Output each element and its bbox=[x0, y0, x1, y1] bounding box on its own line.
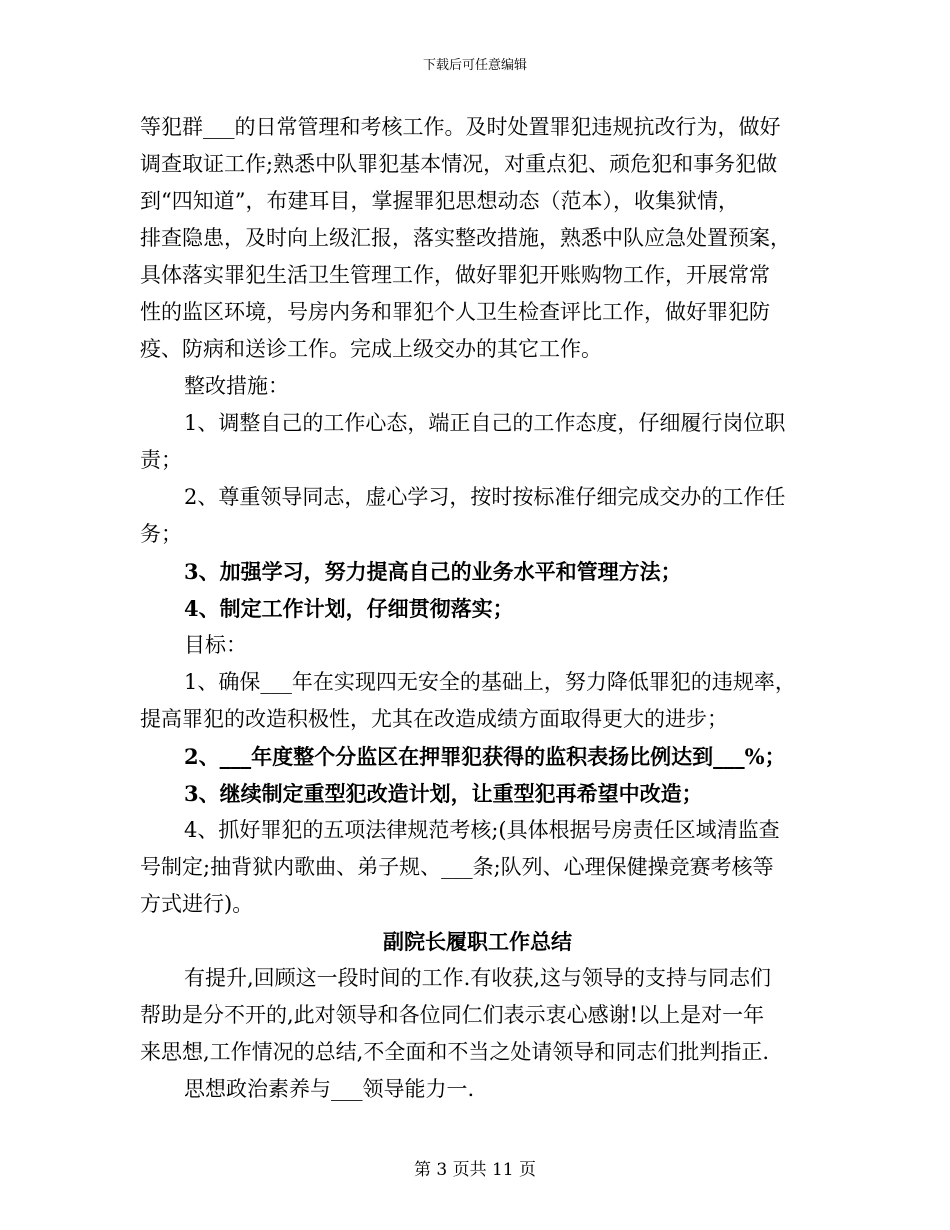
body-line: 调查取证工作;熟悉中队罪犯基本情况，对重点犯、顽危犯和事务犯做 bbox=[140, 152, 778, 176]
list-item-bold: 2、___年度整个分监区在押罪犯获得的监积表扬比例达到___%； bbox=[184, 744, 786, 769]
section-title: 副院长履职工作总结 bbox=[383, 929, 572, 954]
section-heading-goals: 目标： bbox=[184, 633, 247, 657]
body-line: 思想政治素养与___领导能力一. bbox=[184, 1077, 475, 1101]
list-item-continuation: 号制定;抽背狱内歌曲、弟子规、___条;队列、心理保健操竞赛考核等 bbox=[140, 855, 774, 879]
list-item-bold: 3、继续制定重型犯改造计划，让重型犯再希望中改造； bbox=[184, 781, 703, 806]
list-item: 1、调整自己的工作心态，端正自己的工作态度，仔细履行岗位职 bbox=[184, 411, 786, 435]
list-item-bold: 3、加强学习，努力提高自己的业务水平和管理方法； bbox=[184, 559, 682, 584]
list-item: 2、尊重领导同志，虚心学习，按时按标准仔细完成交办的工作任 bbox=[184, 485, 786, 509]
list-item-continuation: 责； bbox=[140, 448, 182, 472]
list-item-continuation: 务； bbox=[140, 522, 182, 546]
body-line: 疫、防病和送诊工作。完成上级交办的其它工作。 bbox=[140, 337, 602, 361]
body-line: 有提升,回顾这一段时间的工作.有收获,这与领导的支持与同志们 bbox=[184, 966, 772, 990]
body-line: 帮助是分不开的,此对领导和各位同仁们表示衷心感谢!以上是对一年 bbox=[140, 1003, 765, 1027]
list-item: 4、抓好罪犯的五项法律规范考核;(具体根据号房责任区域清监查 bbox=[184, 818, 780, 842]
section-heading-rectification: 整改措施： bbox=[184, 374, 289, 398]
body-line: 排查隐患，及时向上级汇报，落实整改措施，熟悉中队应急处置预案， bbox=[140, 226, 791, 250]
page-footer: 第 3 页共 11 页 bbox=[413, 1160, 537, 1180]
list-item: 1、确保___年在实现四无安全的基础上，努力降低罪犯的违规率， bbox=[184, 670, 796, 694]
body-line: 来思想,工作情况的总结,不全面和不当之处请领导和同志们批判指正. bbox=[140, 1040, 770, 1064]
body-line: 等犯群___的日常管理和考核工作。及时处置罪犯违规抗改行为，做好 bbox=[140, 115, 781, 139]
page-header: 下载后可任意编辑 bbox=[422, 58, 527, 73]
list-item-continuation: 提高罪犯的改造积极性，尤其在改造成绩方面取得更大的进步； bbox=[140, 707, 728, 731]
body-line: 性的监区环境，号房内务和罪犯个人卫生检查评比工作，做好罪犯防 bbox=[140, 300, 770, 324]
document-body bbox=[140, 109, 815, 1108]
body-line: 到“四知道”，布建耳目，掌握罪犯思想动态（范本），收集狱情， bbox=[140, 189, 739, 213]
list-item-continuation: 方式进行)。 bbox=[140, 892, 254, 916]
body-line: 具体落实罪犯生活卫生管理工作，做好罪犯开账购物工作，开展常常 bbox=[140, 263, 770, 287]
list-item-bold: 4、制定工作计划，仔细贯彻落实； bbox=[184, 596, 514, 621]
